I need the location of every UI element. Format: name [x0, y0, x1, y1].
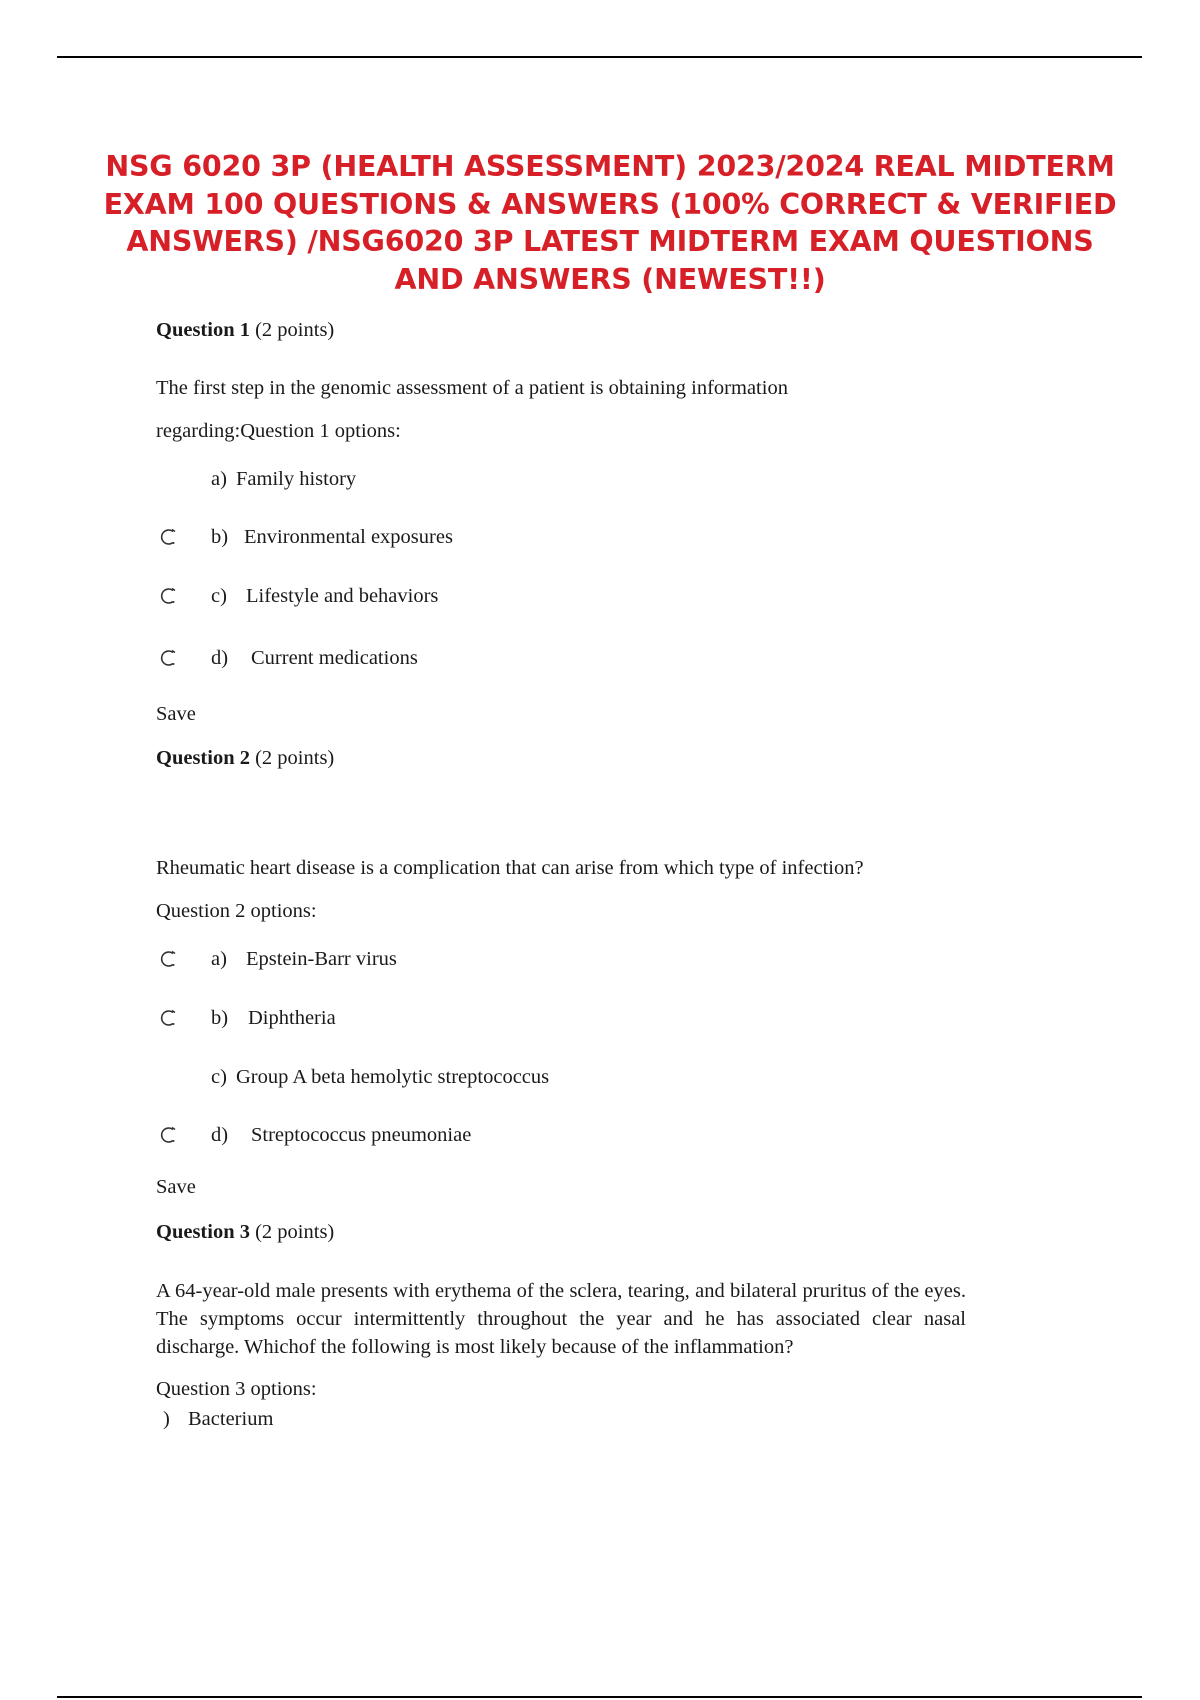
document-title — [100, 148, 1120, 298]
question-1-prompt-line-1: The first step in the genomic assessment of a patient is obtaining information — [156, 377, 788, 399]
option-text: Group A beta hemolytic streptococcus — [236, 1066, 550, 1088]
option-letter: b) — [211, 526, 229, 548]
top-rule — [57, 56, 1142, 58]
question-2-prompt-line-1: Rheumatic heart disease is a complication that can arise from which type of infection? — [156, 857, 864, 879]
question-1-heading — [156, 316, 334, 344]
radio-button-icon[interactable] — [160, 528, 178, 546]
option-text: Bacterium — [188, 1408, 274, 1430]
option-letter: d) — [211, 647, 229, 669]
option-letter: a) — [211, 948, 227, 970]
option-text: Family history — [236, 468, 357, 490]
title-line-3: ANSWERS) /NSG6020 3P LATEST MIDTERM EXAM QUESTIONS — [126, 225, 1094, 258]
question-2-save-button[interactable]: Save — [156, 1176, 196, 1198]
option-text: Epstein-Barr virus — [246, 948, 397, 970]
radio-button-icon[interactable] — [160, 950, 178, 968]
radio-button-icon[interactable] — [160, 1126, 178, 1144]
option-text: Environmental exposures — [244, 526, 453, 548]
question-2-prompt-line-2: Question 2 options: — [156, 900, 317, 922]
option-text: Streptococcus pneumoniae — [251, 1124, 472, 1146]
radio-button-icon[interactable] — [160, 1009, 178, 1027]
question-1-points: (2 points) — [255, 319, 335, 341]
title-line-1: NSG 6020 3P (HEALTH ASSESSMENT) 2023/2024 REAL MIDTERM — [105, 150, 1115, 183]
title-line-2: EXAM 100 QUESTIONS & ANSWERS (100% CORRECT & VERIFIED — [103, 187, 1117, 221]
question-1-prompt-line-2: regarding:Question 1 options: — [156, 420, 401, 442]
bottom-rule — [57, 1696, 1142, 1698]
question-3-label: Question 3 — [156, 1221, 250, 1243]
option-letter: b) — [211, 1007, 229, 1029]
radio-button-icon[interactable] — [160, 649, 178, 667]
question-2-heading — [156, 744, 334, 772]
question-2-points: (2 points) — [255, 747, 335, 769]
question-3-heading — [156, 1218, 334, 1246]
option-letter: d) — [211, 1124, 229, 1146]
question-1-label: Question 1 — [156, 319, 250, 341]
title-line-4: AND ANSWERS (NEWEST!!) — [394, 262, 826, 296]
option-letter: a) — [211, 468, 227, 490]
question-3-options-label: Question 3 options: — [156, 1378, 317, 1400]
option-letter: ) — [163, 1408, 170, 1430]
question-3-points: (2 points) — [255, 1221, 335, 1243]
option-letter: c) — [211, 585, 227, 607]
question-2-label: Question 2 — [156, 747, 250, 769]
radio-button-icon[interactable] — [160, 587, 178, 605]
option-text: Current medications — [251, 647, 418, 669]
question-1-save-button[interactable]: Save — [156, 703, 196, 725]
option-text: Diphtheria — [248, 1007, 336, 1029]
question-3-prompt: A 64-year-old male presents with erythema of the sclera, tearing, and bilateral pruritus of the eyes. The symptoms occur intermittently throughout the year and he has associated clear nasal discharge. Whichof the following is most likely because of the inflammation? — [156, 1280, 966, 1358]
option-letter: c) — [211, 1066, 227, 1088]
option-text: Lifestyle and behaviors — [246, 585, 439, 607]
